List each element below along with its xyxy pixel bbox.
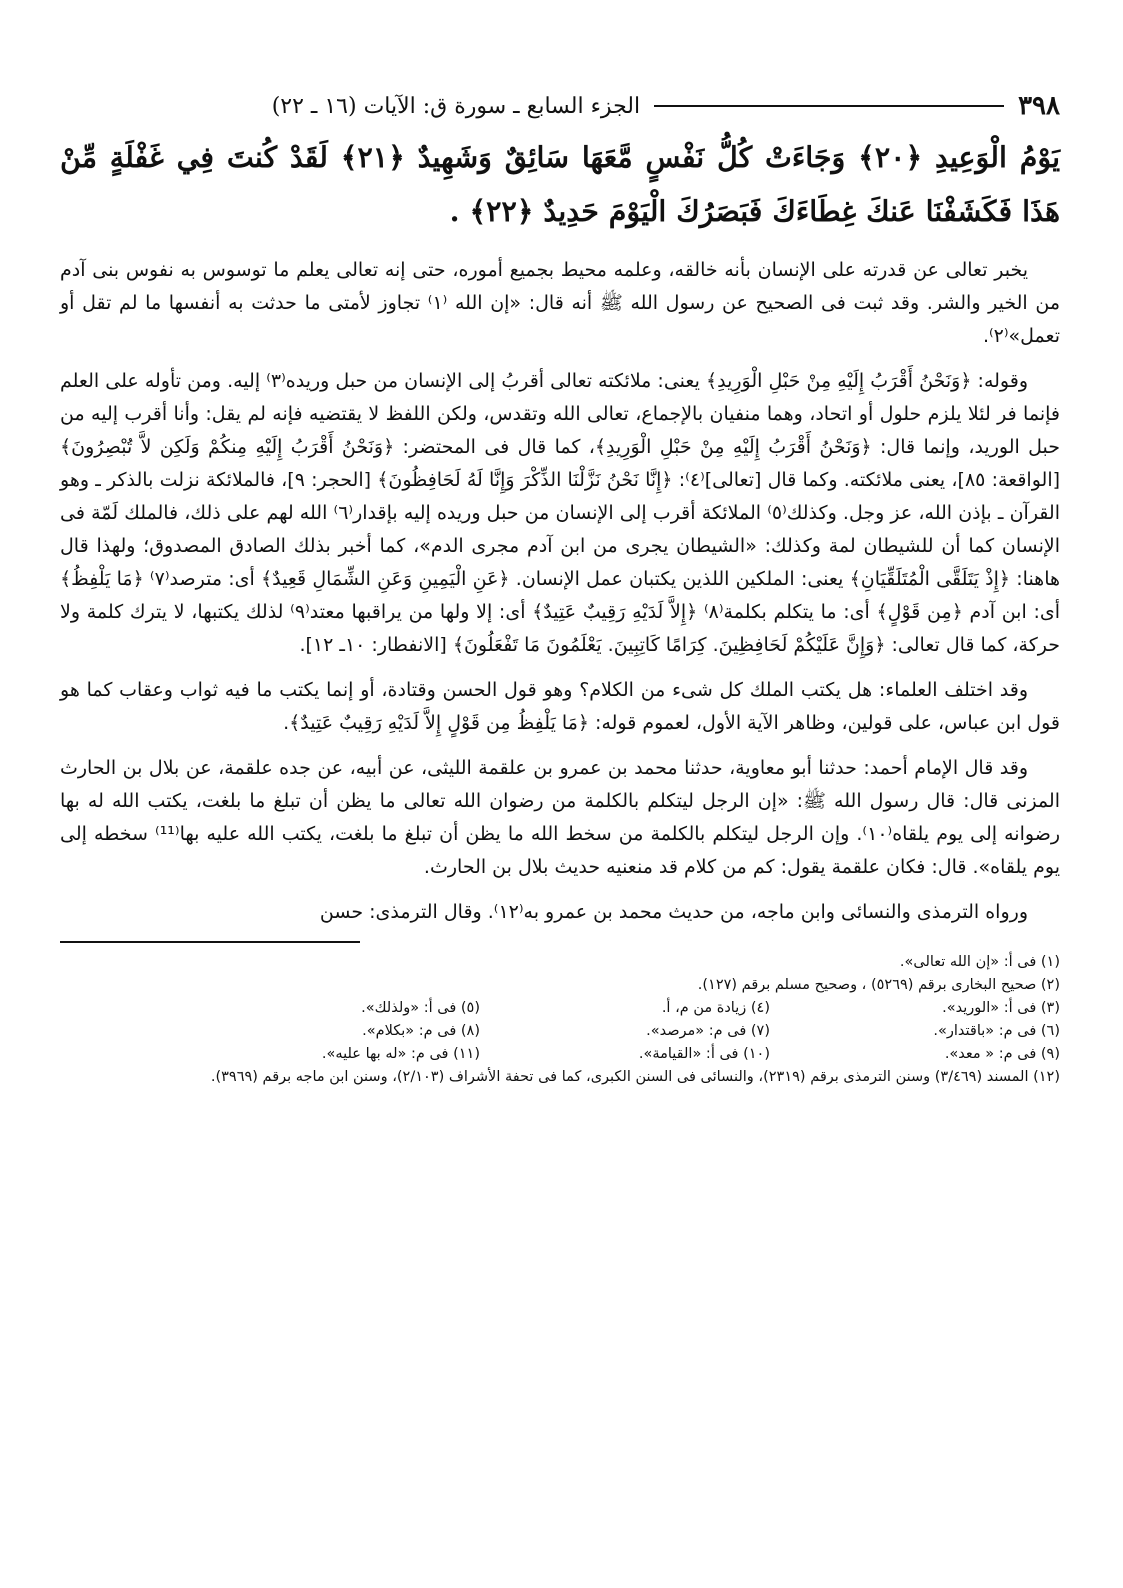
paragraph: ورواه الترمذى والنسائى وابن ماجه، من حديث محمد بن عمرو به⁽١٢⁾. وقال الترمذى: حسن xyxy=(319,901,1028,923)
footnote: (٧) فى م: «مرصد». xyxy=(646,1023,770,1039)
paragraph: يخبر تعالى عن قدرته على الإنسان بأنه خالقه، وعلمه محيط بجميع أموره، حتى إنه تعالى يعلم ما توسوس به نفوس بنى آدم من الخير والشر. وقد ثبت فى الصحيح عن رسول الله ﷺ أنه قال: «إن الله ⁽١⁾ تجاوز لأمتى ما حدثت به أنفسها ما لم تقل أو تعمل»⁽٢⁾. xyxy=(60,259,1060,347)
running-title: الجزء السابع ـ سورة ق: الآيات (١٦ ـ ٢٢) xyxy=(271,93,641,119)
footnote: (٩) فى م: « معد». xyxy=(944,1046,1060,1062)
commentary-body xyxy=(60,254,1060,929)
footnote: (٦) فى م: «باقتدار». xyxy=(933,1023,1060,1039)
footnote: (٥) فى أ: «ولذلك». xyxy=(361,1000,480,1016)
footnote: (١) فى أ: «إن الله تعالى». xyxy=(899,954,1060,970)
footnotes xyxy=(60,951,1060,1089)
paragraph: وقد قال الإمام أحمد: حدثنا أبو معاوية، حدثنا محمد بن عمرو بن علقمة الليثى، عن أبيه، عن جده علقمة، عن بلال بن الحارث المزنى قال: قال رسول الله ﷺ: «إن الرجل ليتكلم بالكلمة من رضوان الله تعالى ما يظن أن تبلغ ما بلغت، يكتب الله له بها رضوانه إلى يوم يلقاه⁽١٠⁾. وإن الرجل ليتكلم بالكلمة من سخط الله ما يظن أن تبلغ ما بلغت، يكتب الله عليه بها⁽¹¹⁾ سخطه إلى يوم يلقاه». قال: فكان علقمة يقول: كم من كلام قد منعنيه حديث بلال بن الحارث. xyxy=(60,757,1061,878)
paragraph: وقد اختلف العلماء: هل يكتب الملك كل شىء من الكلام؟ وهو قول الحسن وقتادة، أو إنما يكتب ما فيه ثواب وعقاب كما هو قول ابن عباس، على قولين، وظاهر الآية الأول، لعموم قوله: ﴿مَا يَلْفِظُ مِن قَوْلٍ إِلاَّ لَدَيْهِ رَقِيبٌ عَتِيدٌ﴾. xyxy=(60,679,1060,734)
footnote: (١٠) فى أ: «القيامة». xyxy=(638,1046,770,1062)
page-number: ٣٩٨ xyxy=(1018,91,1060,121)
footnote: (٤) زيادة من م، أ. xyxy=(661,1000,770,1016)
quran-verse-block: يَوْمُ الْوَعِيدِ ﴿٢٠﴾ وَجَاءَتْ كُلُّ نَفْسٍ مَّعَهَا سَائِقٌ وَشَهِيدٌ ﴿٢١﴾ لَقَدْ كُنتَ فِي غَفْلَةٍ مِّنْ هَذَا فَكَشَفْنَا عَنكَ غِطَاءَكَ فَبَصَرُكَ الْيَوْمَ حَدِيدٌ ﴿٢٢﴾ . xyxy=(60,140,1060,228)
footnote-separator xyxy=(60,941,360,943)
book-page xyxy=(60,86,1060,1089)
footnote: (٨) فى م: «بكلام». xyxy=(362,1023,480,1039)
running-head xyxy=(60,86,1060,126)
footnote: (١٢) المسند (٣/٤٦٩) وسنن الترمذى برقم (٢٣١٩)، والنسائى فى السنن الكبرى، كما فى تحفة الأشراف (٢/١٠٣)، وسنن ابن ماجه برقم (٣٩٦٩). xyxy=(210,1069,1060,1085)
footnote: (٣) فى أ: «الوريد». xyxy=(942,1000,1060,1016)
footnote: (٢) صحيح البخارى برقم (٥٢٦٩) ، وصحيح مسلم برقم (١٢٧). xyxy=(697,977,1060,993)
paragraph: وقوله: ﴿وَنَحْنُ أَقْرَبُ إِلَيْهِ مِنْ حَبْلِ الْوَرِيدِ﴾ يعنى: ملائكته تعالى أقربُ إلى الإنسان من حبل وريده⁽٣⁾ إليه. ومن تأوله على العلم فإنما فر لئلا يلزم حلول أو اتحاد، وهما منفيان بالإجماع، تعالى الله وتقدس، ولكن اللفظ لا يقتضيه فإنه لم يقل: وأنا أقرب إليه من حبل الوريد، وإنما قال: ﴿وَنَحْنُ أَقْرَبُ إِلَيْهِ مِنْ حَبْلِ الْوَرِيدِ﴾، كما قال فى المحتضر: ﴿وَنَحْنُ أَقْرَبُ إِلَيْهِ مِنكُمْ وَلَكِن لاَّ تُبْصِرُونَ﴾ [الواقعة: ٨٥]، يعنى ملائكته. وكما قال [تعالى]⁽٤⁾: ﴿إِنَّا نَحْنُ نَزَّلْنَا الذِّكْرَ وَإِنَّا لَهُ لَحَافِظُونَ﴾ [الحجر: ٩]، فالملائكة نزلت بالذكر ـ وهو القرآن ـ بإذن الله، عز وجل. وكذلك⁽٥⁾ الملائكة أقرب إلى الإنسان من حبل وريده إليه بإقدار⁽٦⁾ الله لهم على ذلك، فالملك لَمّة فى الإنسان كما أن للشيطان لمة وكذلك: «الشيطان يجرى من ابن آدم مجرى الدم»، كما أخبر بذلك الصادق المصدوق؛ ولهذا قال هاهنا: ﴿إِذْ يَتَلَقَّى الْمُتَلَقِّيَانِ﴾ يعنى: الملكين اللذين يكتبان عمل الإنسان. ﴿عَنِ الْيَمِينِ وَعَنِ الشِّمَالِ قَعِيدٌ﴾ أى: مترصد⁽٧⁾ ﴿مَا يَلْفِظُ﴾ أى: ابن آدم ﴿مِن قَوْلٍ﴾ أى: ما يتكلم بكلمة⁽٨⁾ ﴿إِلاَّ لَدَيْهِ رَقِيبٌ عَتِيدٌ﴾ أى: إلا ولها من يراقبها معتد⁽٩⁾ لذلك يكتبها، لا يترك كلمة ولا حركة، كما قال تعالى: ﴿وَإِنَّ عَلَيْكُمْ لَحَافِظِينَ. كِرَامًا كَاتِبِينَ. يَعْلَمُونَ مَا تَفْعَلُونَ﴾ [الانفطار: ١٠ـ ١٢]. xyxy=(60,370,1061,656)
header-rule xyxy=(654,105,1004,107)
footnote: (١١) فى م: «له بها عليه». xyxy=(321,1046,480,1062)
